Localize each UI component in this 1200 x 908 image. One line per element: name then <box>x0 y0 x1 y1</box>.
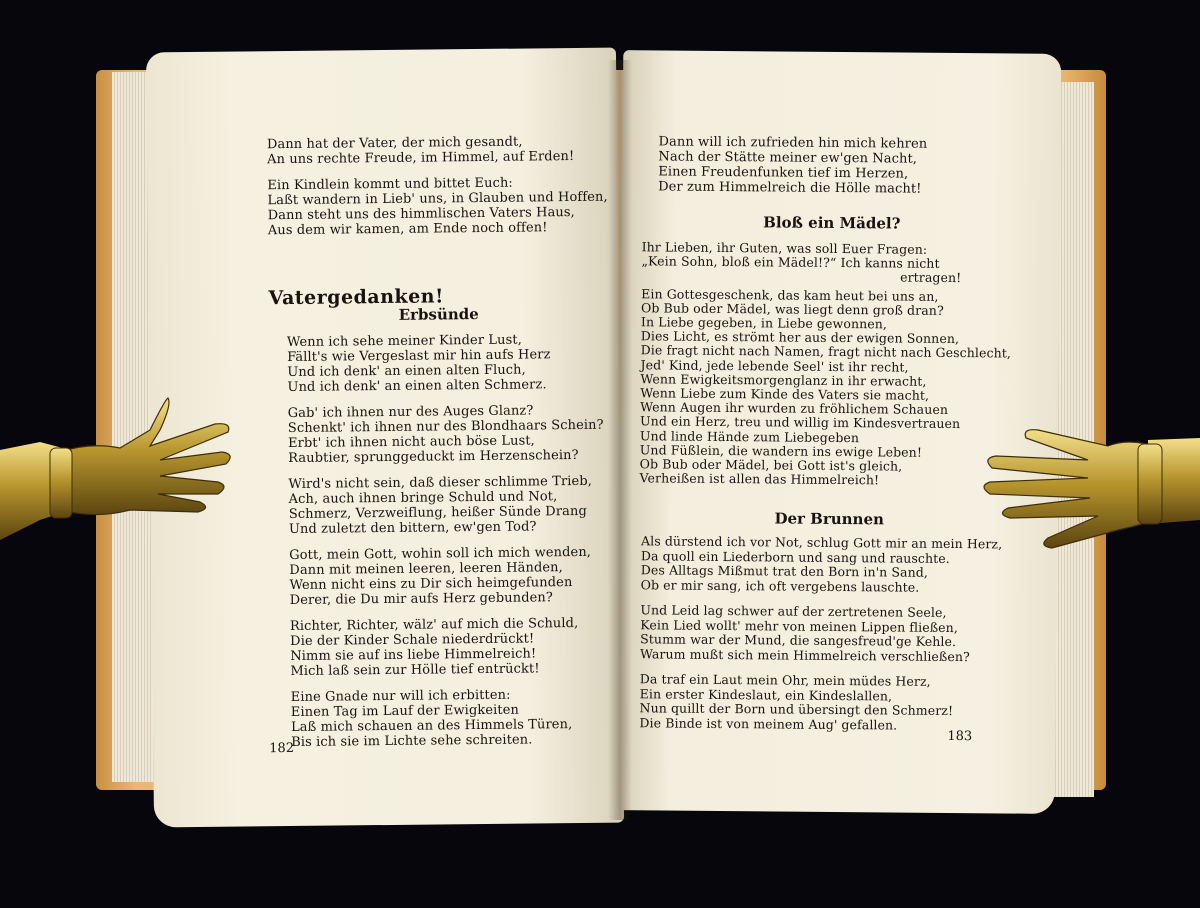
verse-line: Nimm sie auf ins liebe Himmelreich! <box>290 646 537 665</box>
verse-line: Jed' Kind, jede lebende Seel' ist ihr recht, <box>640 356 909 375</box>
stanza <box>639 672 1001 733</box>
verse-line: Verheißen ist allen das Himmelreich! <box>639 470 880 488</box>
brass-hand-icon <box>0 390 240 570</box>
poem-title: Bloß ein Mädel? <box>763 213 901 233</box>
verse-line: Des Alltags Mißmut trat den Born in'n Sand, <box>640 562 929 580</box>
right-intro <box>658 134 927 207</box>
stanza <box>288 403 604 466</box>
verse-line: ertragen! <box>900 269 962 286</box>
verse-line: Schmerz, Verzweiflung, heißer Sünde Drang <box>288 503 587 523</box>
verse-line: In Liebe gegeben, in Liebe gewonnen, <box>640 314 888 332</box>
verse-line: Dann hat der Vater, der mich gesandt, <box>266 134 523 153</box>
verse-line: Nach der Stätte meiner ew'gen Nacht, <box>658 149 918 167</box>
right-poem-1 <box>639 240 1012 500</box>
brass-hand-icon <box>978 420 1200 560</box>
verse-line: Bis ich sie im Lichte sehe schreiten. <box>291 732 533 750</box>
verse-line: Ein Gottesgeschenk, das kam heut bei uns an, <box>641 285 939 304</box>
verse-line: Die Binde ist von meinem Aug' gefallen. <box>639 714 898 733</box>
verse-line: Ein erster Kindeslaut, ein Kindeslallen, <box>639 685 893 703</box>
verse-line: Nun quillt der Born und übersingt den Schmerz! <box>639 700 954 719</box>
verse-line: Dann will ich zufrieden hin mich kehren <box>658 134 928 152</box>
verse-line: Laßt wandern in Lieb' uns, in Glauben und Hoffen, <box>267 189 608 209</box>
stanza <box>267 134 607 168</box>
verse-line: Wenn nicht eins zu Dir sich heimgefunden <box>289 575 573 594</box>
stanza <box>291 687 607 750</box>
verse-line: Und ich denk' an einen alten Schmerz. <box>287 377 547 396</box>
verse-line: Raubtier, sprunggeduckt im Herzenschein? <box>288 447 579 467</box>
verse-line: Da traf ein Laut mein Ohr, mein müdes Herz, <box>639 671 931 689</box>
stanza <box>267 175 608 239</box>
section-title: Vatergedanken! <box>268 285 445 310</box>
verse-line: Wenn Ewigkeitsmorgenglanz in ihr erwacht, <box>640 371 927 389</box>
right-poem-2 <box>639 534 1002 744</box>
verse-line: Und Leid lag schwer auf der zertretenen Seele, <box>640 602 947 620</box>
verse-line: Wenn Liebe zum Kinde des Vaters sie macht, <box>640 385 930 403</box>
left-intro <box>267 134 608 250</box>
verse-line: Erbt' ich ihnen nicht auch böse Lust, <box>287 433 535 452</box>
verse-line: Wenn Augen ihr wurden zu fröhlichem Schauen <box>640 399 949 418</box>
poem-title: Erbsünde <box>398 305 479 324</box>
verse-line: Ihr Lieben, ihr Guten, was soll Euer Fragen: <box>641 239 928 257</box>
verse-line: Und ich denk' an einen alten Fluch, <box>287 362 526 381</box>
verse-line: Die der Kinder Schale niederdrückt! <box>290 631 535 650</box>
verse-line: Gott, mein Gott, wohin soll ich mich wenden, <box>289 544 592 564</box>
verse-line: Aus dem wir kamen, am Ende noch offen! <box>267 220 548 239</box>
verse-line: Und zuletzt den bittern, ew'gen Tod? <box>288 519 537 538</box>
verse-line: Einen Freudenfunken tief im Herzen, <box>658 164 909 182</box>
verse-line: Und Füßlein, die wandern ins ewige Leben! <box>639 442 923 460</box>
stanza <box>287 332 603 395</box>
stanza <box>288 474 604 537</box>
verse-line: Richter, Richter, wälz' auf mich die Schuld, <box>289 615 579 635</box>
verse-line: Ob er mir sang, ich oft vergebens lauschte. <box>640 576 920 595</box>
verse-line: Ob Bub oder Mädel, was liegt denn groß dran? <box>641 300 944 318</box>
book-gutter <box>608 60 632 820</box>
verse-line: Gab' ich ihnen nur des Auges Glanz? <box>287 403 534 422</box>
verse-line: Da quoll ein Liederborn und sang und rauschte. <box>640 547 950 566</box>
verse-line: Laß mich schauen an des Himmels Türen, <box>290 717 573 735</box>
verse-line: An uns rechte Freude, im Himmel, auf Erden! <box>267 149 575 168</box>
verse-line: Stumm war der Mund, die sangesfreud'ge Kehle. <box>640 631 957 650</box>
verse-line: Ein Kindlein kommt und bittet Euch: <box>267 175 513 194</box>
poem-title: Der Brunnen <box>774 509 885 529</box>
stanza <box>290 616 606 679</box>
verse-line: Ach, auch ihnen bringe Schuld und Not, <box>288 489 558 508</box>
verse-line: Ob Bub oder Mädel, bei Gott ist's gleich, <box>639 456 903 474</box>
verse-line: Schenkt' ich ihnen nur des Blondhaars Schein? <box>287 417 604 437</box>
verse-line: Wird's nicht sein, daß dieser schlimme Trieb, <box>288 473 593 493</box>
verse-line: „Kein Sohn, bloß ein Mädel!?“ Ich kanns nicht <box>641 253 940 272</box>
stanza <box>640 603 1002 664</box>
verse-line: Eine Gnade nur will ich erbitten: <box>290 687 511 706</box>
stanza <box>658 134 927 196</box>
stanza <box>641 534 1003 595</box>
verse-line: Mich laß sein zur Hölle tief entrückt! <box>290 661 540 680</box>
verse-line: Einen Tag im Lauf der Ewigkeiten <box>290 702 520 721</box>
verse-line: Und ein Herz, treu und willig im Kindesvertrauen <box>640 413 961 432</box>
verse-line: Die fragt nicht nach Namen, fragt nicht nach Geschlecht, <box>640 342 1012 361</box>
verse-line: Und linde Hände zum Liebegeben <box>639 427 860 445</box>
page-number: 183 <box>947 728 973 745</box>
verse-line: Fällt's wie Vergeslast mir hin aufs Herz <box>287 347 551 366</box>
verse-line: Wenn ich sehe meiner Kinder Lust, <box>286 332 522 351</box>
left-poem <box>287 332 607 761</box>
verse-line: Warum mußt sich mein Himmelreich verschließen? <box>639 645 970 664</box>
verse-line: Derer, die Du mir aufs Herz gebunden? <box>289 590 554 609</box>
page-number: 182 <box>269 740 295 757</box>
verse-line: Kein Lied wollt' mehr von meinen Lippen fließen, <box>640 616 959 635</box>
stanza <box>289 545 605 608</box>
verse-line: Dies Licht, es strömt her aus der ewigen Sonnen, <box>640 328 960 347</box>
verse-line: Dann mit meinen leeren, leeren Händen, <box>289 560 563 579</box>
stanza <box>640 287 1012 489</box>
verse-line: Dann steht uns des himmlischen Vaters Haus, <box>267 204 575 224</box>
verse-line: Der zum Himmelreich die Hölle macht! <box>658 179 922 197</box>
verse-line: Als dürstend ich vor Not, schlug Gott mir an mein Herz, <box>640 533 1003 552</box>
stanza <box>641 240 1012 286</box>
